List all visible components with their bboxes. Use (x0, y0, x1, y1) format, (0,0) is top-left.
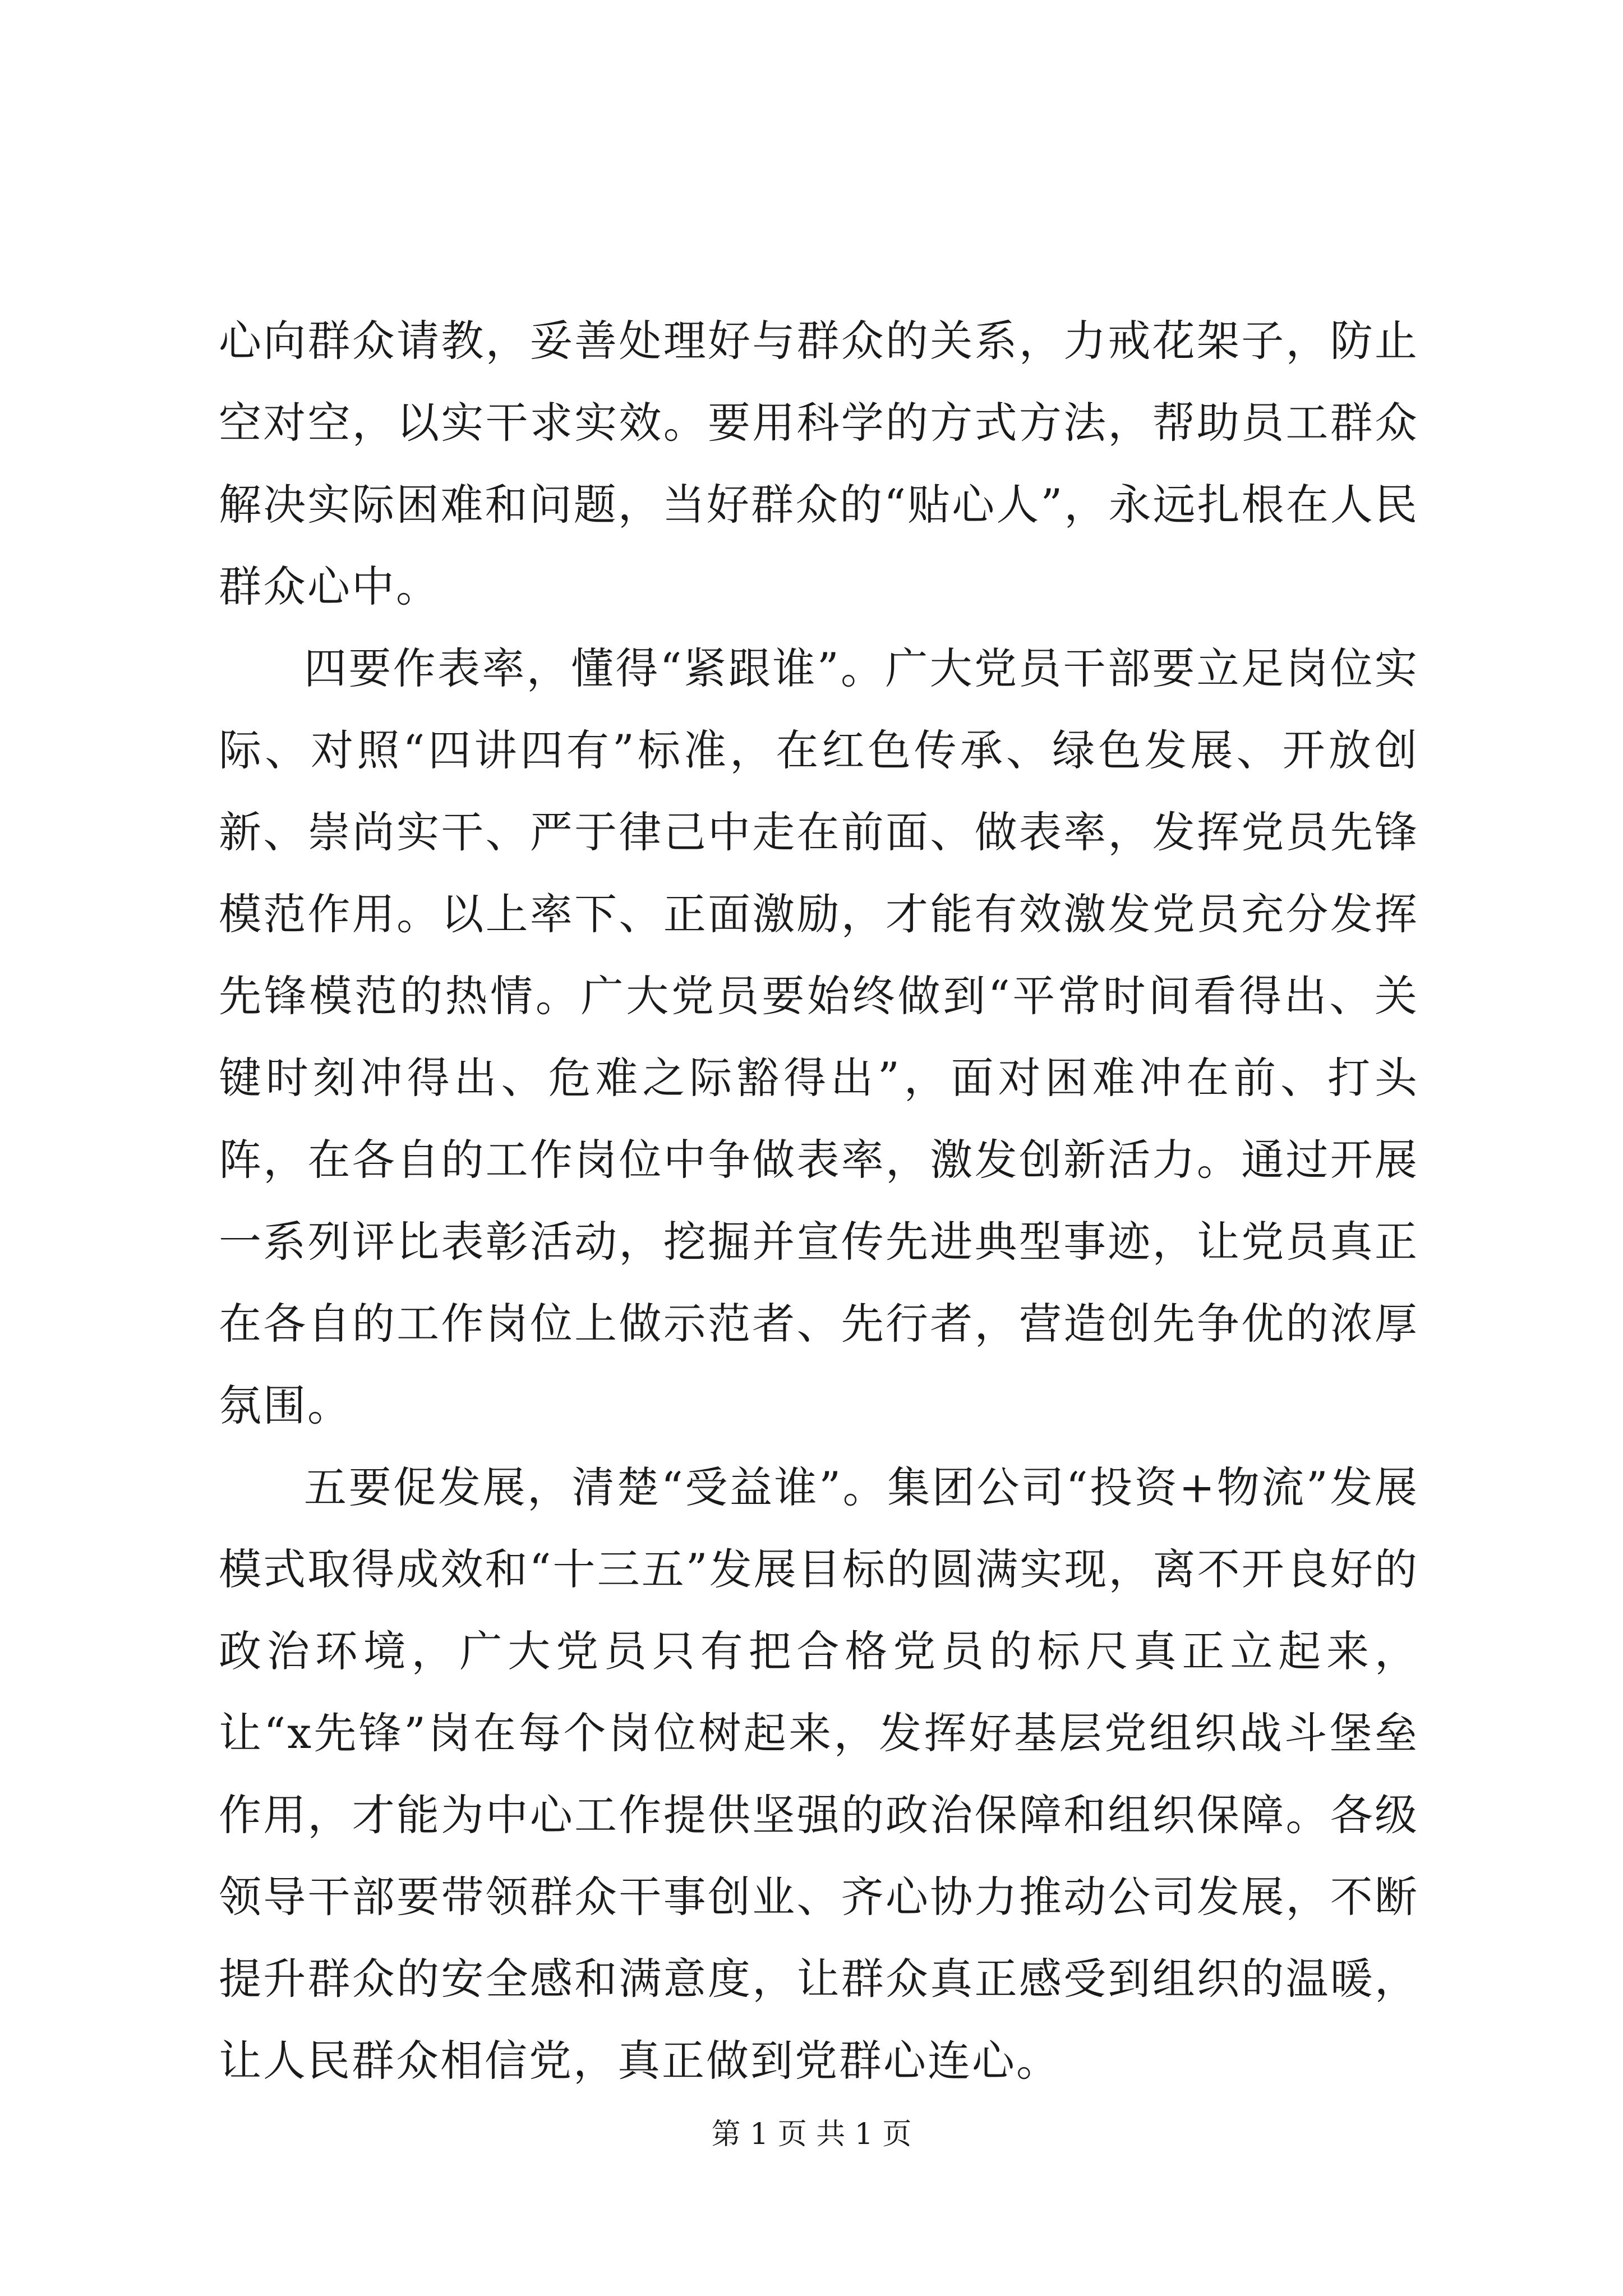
paragraph-continuation: 心向群众请教，妥善处理好与群众的关系，力戒花架子，防止空对空，以实干求实效。要用科学的方式方法，帮助员工群众解决实际困难和问题，当好群众的“贴心人”，永远扎根在人民群众心中。 (219, 316, 1419, 611)
paragraph-five-promote-development: 五要促发展，清楚“受益谁”。集团公司“投资+物流”发展模式取得成效和“十三五”发展目标的圆满实现，离不开良好的政治环境，广大党员只有把合格党员的标尺真正立起来，让“x先锋”岗在每个岗位树起来，发挥好基层党组织战斗堡垒作用，才能为中心工作提供坚强的政治保障和组织保障。各级领导干部要带领群众干事创业、齐心协力推动公司发展，不断提升群众的安全感和满意度，让群众真正感受到组织的温暖，让人民群众相信党，真正做到党群心连心。 (219, 1462, 1419, 2086)
paragraph-four-lead-by-example: 四要作表率，懂得“紧跟谁”。广大党员干部要立足岗位实际、对照“四讲四有”标准，在红色传承、绿色发展、开放创新、崇尚实干、严于律己中走在前面、做表率，发挥党员先锋模范作用。以上率下、正面激励，才能有效激发党员充分发挥先锋模范的热情。广大党员要始终做到“平常时间看得出、关键时刻冲得出、危难之际豁得出”，面对困难冲在前、打头阵，在各自的工作岗位中争做表率，激发创新活力。通过开展一系列评比表彰活动，挖掘并宣传先进典型事迹，让党员真正在各自的工作岗位上做示范者、先行者，营造创先争优的浓厚氛围。 (219, 643, 1419, 1430)
document-body (219, 300, 1419, 2102)
page-footer: 第 1 页 共 1 页 (711, 2118, 912, 2151)
